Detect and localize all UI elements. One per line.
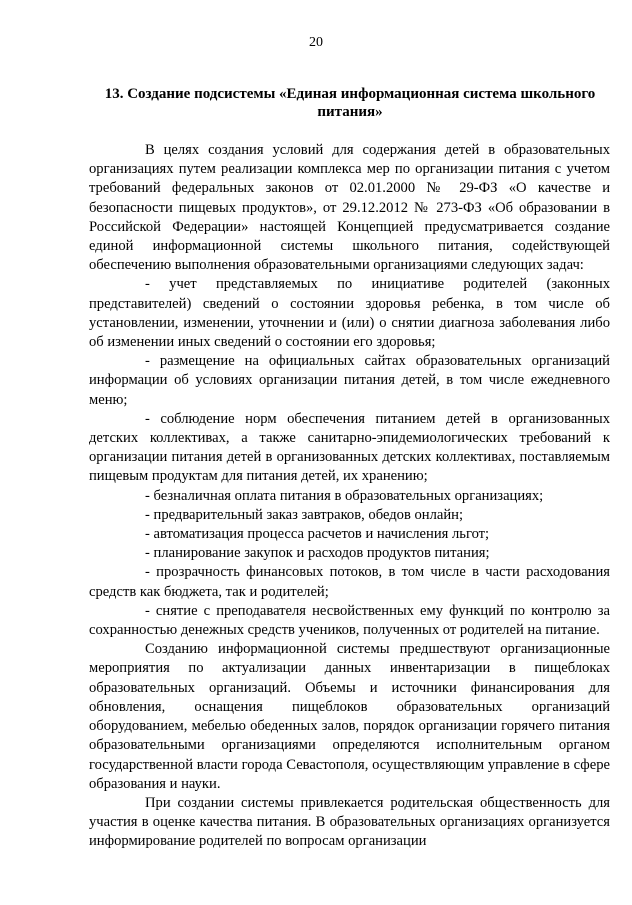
task-item-menu-publication: - размещение на официальных сайтах образовательных организаций информации об условиях организации питания детей, в том числе ежедневного меню;: [89, 353, 610, 408]
task-item-nutrition-norms: - соблюдение норм обеспечения питанием детей в организованных детских коллективах, а также санитарно-эпидемиологических требований к организации питания детей в организованных детских коллективах, поставляемым пищевым продуктам для питания детей, их хранению;: [89, 410, 610, 485]
task-item-cashless-payment: - безналичная оплата питания в образовательных организациях;: [145, 487, 544, 504]
parent-involvement-paragraph: При создании системы привлекается родительская общественность для участия в оценке качества питания. В образовательных организациях организуется информирование родителей по вопросам организации: [89, 794, 610, 850]
page-number: 20: [309, 35, 323, 50]
task-item-procurement-planning: - планирование закупок и расходов продуктов питания;: [145, 545, 490, 562]
task-item-health-info: - учет представляемых по инициативе родителей (законных представителей) сведений о состоянии здоровья ребенка, в том числе об установлении, изменении, уточнении и (или) о снятии диагноза заболевания либо об изменении иных сведений о состоянии его здоровья;: [89, 276, 610, 351]
task-item-financial-transparency: - прозрачность финансовых потоков, в том числе в части расходования средств как бюджета, так и родителей;: [89, 564, 610, 600]
task-item-automation: - автоматизация процесса расчетов и начисления льгот;: [145, 526, 490, 543]
organizational-measures-paragraph: Созданию информационной системы предшествуют организационные мероприятия по актуализации данных инвентаризации в пищеблоках образовательных организаций. Объемы и источники финансирования для обновления, оснащения пищеблоков образовательных организаций оборудованием, мебелью обеденных залов, порядок организации горячего питания образовательными организациями определяются исполнительным органом государственной власти города Севастополя, осуществляющим управление в сфере образования и науки.: [89, 641, 610, 792]
task-item-online-order: - предварительный заказ завтраков, обедов онлайн;: [145, 506, 464, 523]
section-heading: 13. Создание подсистемы «Единая информационная система школьного питания»: [104, 86, 596, 120]
task-item-teacher-relief: - снятие с преподавателя несвойственных ему функций по контролю за сохранностью денежных средств учеников, полученных от родителей на питание.: [89, 602, 610, 639]
intro-paragraph: В целях создания условий для содержания детей в образовательных организациях путем реализации комплекса мер по организации питания с учетом требований федеральных законов от 02.01.2000 № 29-ФЗ «О качестве и безопасности пищевых продуктов», от 29.12.2012 № 273-ФЗ «Об образовании в Российской Федерации» настоящей Концепцией предусматривается создание единой информационной системы школьного питания, содействующей обеспечению выполнения образовательными организациями следующих задач:: [89, 142, 610, 274]
document-body: [89, 141, 610, 852]
